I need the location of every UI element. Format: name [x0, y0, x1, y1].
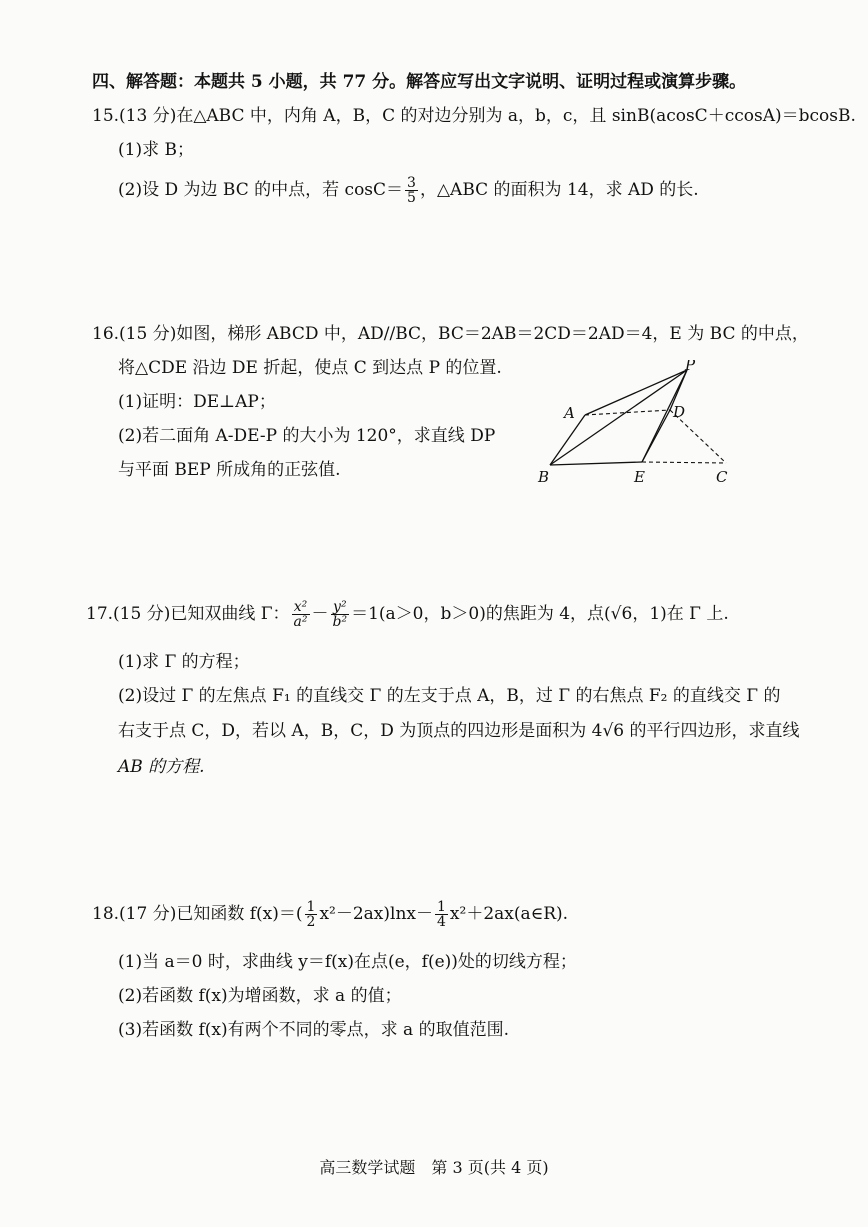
q15-frac-num: 3 — [407, 175, 416, 191]
q17-stem-a: 17.(15 分)已知双曲线 Γ： — [86, 604, 290, 624]
q15-part2 — [118, 176, 699, 205]
q18-stem-c: x²＋2ax(a∈R). — [449, 904, 569, 924]
q18-part1: (1)当 a＝0 时，求曲线 y＝f(x)在点(e，f(e))处的切线方程； — [118, 952, 577, 972]
q18-quarter-den: 4 — [437, 914, 446, 930]
q16-stem-b: 将△CDE 沿边 DE 折起，使点 C 到达点 P 的位置. — [118, 358, 502, 378]
q17-part2-c: AB 的方程. — [118, 757, 205, 777]
q17-y2: y² — [331, 600, 350, 615]
q15-part2-text-a: (2)设 D 为边 BC 的中点，若 cosC＝ — [118, 180, 404, 200]
q18-half-den: 2 — [306, 914, 316, 930]
label-A: A — [564, 404, 575, 422]
edge-AP — [585, 370, 687, 415]
edge-BE — [550, 462, 642, 465]
q17-minus: － — [311, 604, 329, 624]
q16-figure — [530, 360, 750, 490]
q17-stem — [86, 600, 729, 629]
q17-b2: b² — [332, 614, 348, 630]
q18-quarter-num: 1 — [437, 899, 446, 915]
edge-BA — [550, 415, 585, 465]
q16-stem-a: 16.(15 分)如图，梯形 ABCD 中，AD//BC，BC＝2AB＝2CD＝2AD＝4，E 为 BC 的中点， — [92, 324, 809, 344]
edge-EC-dashed — [642, 462, 726, 463]
q15-stem: 15.(13 分)在△ABC 中，内角 A，B，C 的对边分别为 a，b，c，且 sinB(acosC＋ccosA)＝bcosB. — [92, 106, 856, 126]
label-D: D — [673, 403, 686, 421]
q17-frac-y — [331, 600, 350, 629]
q16-part2-a: (2)若二面角 A-DE-P 的大小为 120°，求直线 DP — [118, 426, 496, 446]
q15-frac-den: 5 — [407, 190, 416, 206]
label-C: C — [716, 468, 728, 486]
q18-frac-quarter — [435, 900, 448, 929]
q17-x2: x² — [292, 600, 310, 615]
q17-part1: (1)求 Γ 的方程； — [118, 652, 250, 672]
q16-part2-b: 与平面 BEP 所成角的正弦值. — [118, 460, 341, 480]
q17-part2-b: 右支于点 C，D，若以 A，B，C，D 为顶点的四边形是面积为 4√6 的平行四边形，求直线 — [118, 721, 800, 741]
q17-a2: a² — [293, 614, 308, 630]
q15-fraction — [405, 176, 418, 205]
q16-part1: (1)证明：DE⊥AP； — [118, 392, 276, 412]
q18-stem-b: x²－2ax)lnx－ — [319, 904, 433, 924]
q18-stem — [92, 900, 568, 929]
q15-part1: (1)求 B； — [118, 140, 194, 160]
label-B: B — [538, 468, 550, 486]
q18-frac-half — [305, 900, 318, 929]
q18-half-num: 1 — [306, 899, 316, 915]
q18-stem-a: 18.(17 分)已知函数 f(x)＝( — [92, 904, 303, 924]
q15-part2-text-b: ，△ABC 的面积为 14，求 AD 的长. — [419, 180, 699, 200]
q17-frac-x — [292, 600, 310, 629]
q17-stem-b: ＝1(a＞0，b＞0)的焦距为 4，点(√6，1)在 Γ 上. — [351, 604, 729, 624]
page-footer: 高三数学试题 第 3 页(共 4 页) — [319, 1158, 549, 1177]
section-header: 四、解答题：本题共 5 小题，共 77 分。解答应写出文字说明、证明过程或演算步骤。 — [92, 72, 747, 92]
label-E: E — [634, 468, 645, 486]
q18-part2: (2)若函数 f(x)为增函数，求 a 的值； — [118, 986, 402, 1006]
q18-part3: (3)若函数 f(x)有两个不同的零点，求 a 的取值范围. — [118, 1020, 509, 1040]
edge-ED — [642, 410, 670, 462]
q17-part2-a: (2)设过 Γ 的左焦点 F₁ 的直线交 Γ 的左支于点 A，B，过 Γ 的右焦点 F₂ 的直线交 Γ 的 — [118, 686, 781, 706]
label-P: P — [685, 360, 696, 374]
